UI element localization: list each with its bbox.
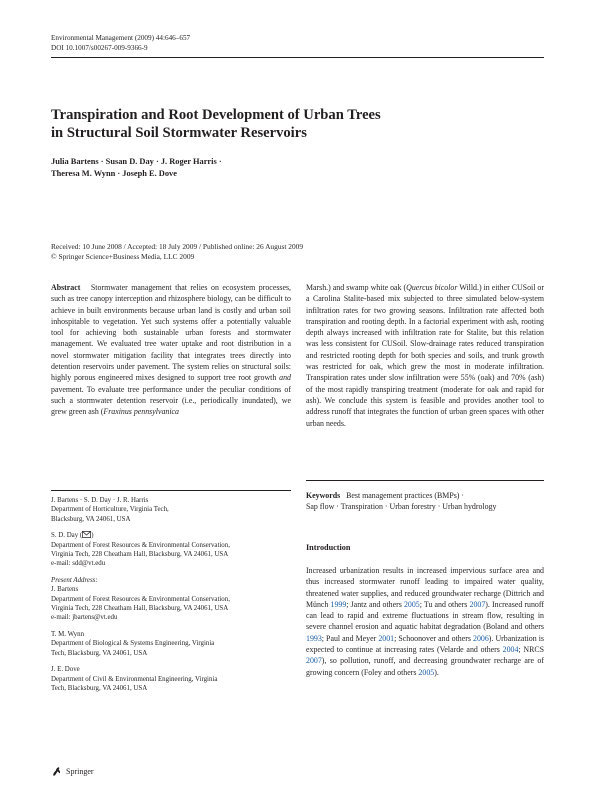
citation-link[interactable]: 1993 [306,633,322,643]
affil-5-line-2: Tech, Blacksburg, VA 24061, USA [51,684,148,692]
author-list [51,156,531,180]
header-rule [51,57,544,58]
title-line-1: Transpiration and Root Development of Urban Trees [51,107,381,123]
citation-link[interactable]: 2007 [469,599,486,609]
article-title [51,107,491,142]
present-address-label: Present Address: [51,576,98,584]
affil-2-line-1: Department of Forest Resources & Environmental Conservation, [51,541,230,549]
abstract-text-3: Marsh.) and swamp white oak ( [306,283,407,292]
doi: DOI 10.1007/s00267-009-9366-9 [51,44,148,52]
affil-5-line-1: Department of Civil & Environmental Engineering, Virginia [51,675,218,683]
springer-horse-icon [51,766,62,777]
introduction-text: Increased urbanization results in increased impervious surface area and thus increased stormwater runoff leading to impaired water quality, threatened water supplies, and reduced groundwater recharge (Dittrich and Münch 1999; Jantz and others 2005; Tu and others 2007). Increased runoff can lead to rapid and extreme fluctuations in stream flow, resulting in severe channel erosion and aquatic habitat degradation (Boland and others 1993; Paul and Meyer 2001; Schoonover and others 2006). Urbanization is expected to continue at increasing rates (Velarde and others 2004; NRCS 2007), so pollution, runoff, and decreasing groundwater recharge are of growing concern (Foley and others 2005). [306,566,545,677]
abstract-and: and [279,373,291,383]
citation-link[interactable]: 2007 [306,656,322,666]
citation-link[interactable]: 2004 [502,645,519,655]
introduction-heading: Introduction [306,543,351,552]
abstract-text-4: Willd.) in either CUSoil or a Carolina Stalite-based mix subjected to three simulated below-system infiltration rates for two growing seasons. Infiltration rate affected both transpiration and rooting depth. In a factorial experiment with ash, rooting depth always increased with infiltration rate for Stalite, but this relation was less consistent for CUSoil. Slow-drainage rates reduced transpiration and restricted rooting depth for both species and soils, and trunk growth was restricted for oak, which grew the most in moderate infiltration. Transpiration rates under slow infiltration were 55% (oak) and 70% (ash) of the most rapidly transpiring treatment (moderate for oak and rapid for ash). We conclude this system is feasible and provides another tool to address runoff that integrates the function of urban green spaces with other urban needs. [306,283,544,428]
received-dates: Received: 10 June 2008 / Accepted: 18 July 2009 / Published online: 26 August 2009 [51,242,304,251]
citation-link[interactable]: 1999 [330,599,347,609]
abstract-text-2: pavement. To evaluate tree performance under the peculiar conditions of such a stormwater detention reservoir (i.e., periodically inundated), we grew green ash ( [51,384,291,417]
affil-3-line-2: Virginia Tech, 228 Cheatham Hall, Blacksburg, VA 24061, USA [51,605,229,613]
journal-citation: Environmental Management (2009) 44:646–657 [51,34,191,42]
envelope-icon [82,531,91,538]
authors-line-1: Julia Bartens · Susan D. Day · J. Roger Harris · [51,157,222,166]
species-fraxinus: Fraxinus pennsylvanica [103,407,179,417]
keywords-label: Keywords [306,491,341,500]
affiliations-rule [51,490,291,491]
copyright: © Springer Science+Business Media, LLC 2009 [51,252,195,261]
affil-3-email[interactable]: e-mail: jbartens@vt.edu [51,614,118,622]
keywords-rule [306,480,544,481]
keywords-line-2: Sap flow · Transpiration · Urban forestry · Urban hydrology [306,502,497,512]
affil-2-line-2: Virginia Tech, 228 Cheatham Hall, Blacksburg, VA 24061, USA [51,551,229,559]
title-line-2: in Structural Soil Stormwater Reservoirs [51,124,307,141]
affil-4-name: T. M. Wynn [51,630,85,638]
affil-4-line-1: Department of Biological & Systems Engineering, Virginia [51,640,215,648]
publication-dates [51,242,303,262]
affil-2-names: S. D. Day ( ) [51,532,94,540]
affil-5-name: J. E. Dove [51,666,80,674]
citation-link[interactable]: 2005 [403,599,420,609]
affil-3-line-1: Department of Forest Resources & Environmental Conservation, [51,595,230,603]
citation-link[interactable]: 2001 [378,633,395,643]
affil-1-line-2: Blacksburg, VA 24061, USA [51,515,131,523]
affil-4-line-2: Tech, Blacksburg, VA 24061, USA [51,649,148,657]
affiliations [51,496,296,693]
abstract-right-column [306,282,544,429]
affil-2-email[interactable]: e-mail: sdd@vt.edu [51,560,106,568]
footer [51,766,94,777]
keywords-line-1: Best management practices (BMPs) · [346,491,465,500]
abstract-left-column [51,282,291,418]
publisher-name: Springer [66,767,94,776]
abstract-heading: Abstract [51,283,81,292]
species-quercus: Quercus bicolor [406,283,458,292]
citation-link[interactable]: 2005 [418,667,435,677]
authors-line-2: Theresa M. Wynn · Joseph E. Dove [51,169,177,178]
keywords [306,490,544,513]
affil-1-line-1: Department of Horticulture, Virginia Tech, [51,506,169,514]
abstract-text-1: Stormwater management that relies on ecosystem processes, such as tree canopy interception and rhizosphere biology, can be difficult to achieve in built environments because urban land is costly and urban soil inhospitable to vegetation. Yet such systems offer a potentially valuable tool for achieving both sustainable urban forests and stormwater management. We evaluated tree water uptake and root distribution in a novel stormwater mitigation facility that integrates trees directly into detention reservoirs under pavement. The system relies on structural soils: highly porous engineered mixes designed to support tree root growth [51,283,292,383]
citation-link[interactable]: 2006 [473,633,489,643]
affil-3-name: J. Bartens [51,586,79,594]
affil-1-names: J. Bartens · S. D. Day · J. R. Harris [51,497,149,504]
